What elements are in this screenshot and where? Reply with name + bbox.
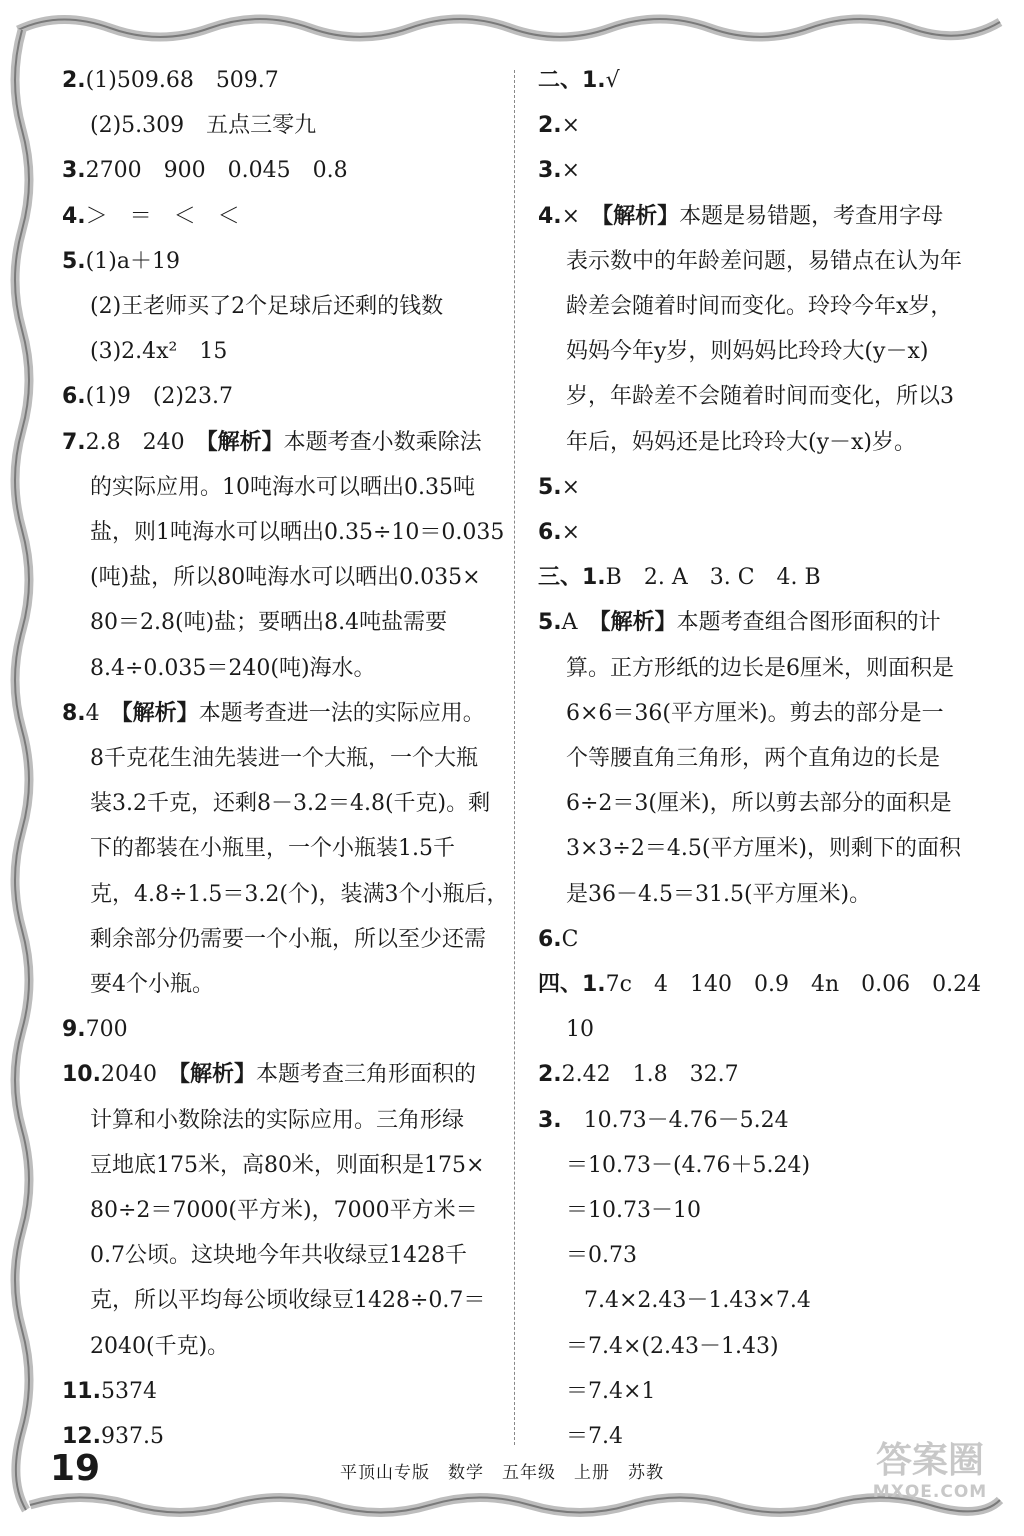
- answer-line: [538, 1052, 970, 1097]
- answer-text: ＝7.4×1: [566, 1378, 656, 1404]
- answer-line: [62, 1369, 494, 1414]
- answer-line: [62, 872, 509, 917]
- analysis-tag: 【解析】: [206, 429, 284, 455]
- answer-text: 80＝2.8(吨)盐；要晒出8.4吨盐需要: [90, 610, 448, 636]
- answer-text: 计算和小数除法的实际应用。三角形绿: [90, 1107, 465, 1133]
- answer-text: (1)9 (2)23.7: [85, 384, 233, 410]
- answer-text: ＝10.73－(4.76＋5.24): [566, 1152, 811, 1178]
- answer-text: 0.7公顷。这块地今年共收绿豆1428千: [90, 1243, 467, 1269]
- question-number: 6.: [538, 520, 562, 546]
- answer-text: 7c 4 140 0.9 4n 0.06 0.24: [605, 972, 982, 998]
- answer-text: ＞ ＝ ＜ ＜: [85, 203, 240, 229]
- answer-text: 要4个小瓶。: [90, 972, 214, 998]
- answer-line: [538, 148, 970, 193]
- answer-line: [538, 1188, 970, 1233]
- answer-text: 是36－4.5＝31.5(平方厘米)。: [566, 881, 872, 907]
- footer-edition-text: 平顶山专版 数学 五年级 上册 苏教: [340, 1463, 664, 1483]
- answer-line: [62, 1324, 494, 1369]
- answer-text: 克，4.8÷1.5＝3.2(个)，装满3个小瓶后，: [90, 881, 509, 907]
- answer-line: [62, 1143, 494, 1188]
- answer-text: ＝10.73－10: [566, 1198, 701, 1224]
- answer-text: 4 【解析】本题考查进一法的实际应用。: [85, 700, 485, 726]
- analysis-tag: 【解析】: [599, 610, 677, 636]
- answer-line: [538, 103, 970, 148]
- answer-line: [62, 1007, 494, 1052]
- answer-text: 年后，妈妈还是比玲玲大(y－x)岁。: [566, 429, 917, 455]
- question-number: 6.: [538, 926, 562, 952]
- answer-text: 80÷2＝7000(平方米)，7000平方米＝: [90, 1198, 478, 1224]
- answer-line: [62, 465, 494, 510]
- answer-line: [62, 736, 494, 781]
- question-number: 8.: [62, 700, 86, 726]
- question-number: 10.: [62, 1062, 101, 1088]
- answer-text: ＝7.4×(2.43－1.43): [566, 1333, 779, 1359]
- answer-line: [62, 510, 505, 555]
- answer-text: 的实际应用。10吨海水可以晒出0.35吨: [90, 474, 475, 500]
- answer-line: [62, 826, 494, 871]
- question-number: 3.: [538, 158, 562, 184]
- answer-text: 克，所以平均每公顷收绿豆1428÷0.7＝: [90, 1288, 486, 1314]
- answer-line: [62, 420, 494, 465]
- answer-line: [62, 374, 494, 419]
- answer-text: 7.4×2.43－1.43×7.4: [584, 1288, 811, 1314]
- answer-line: [538, 329, 970, 374]
- answer-line: [62, 1414, 494, 1459]
- question-number: 2.: [538, 1062, 562, 1088]
- answer-text: (1)509.68 509.7: [85, 68, 279, 93]
- answer-text: (2)王老师买了2个足球后还剩的钱数: [90, 294, 444, 320]
- answer-line: [538, 962, 982, 1007]
- answer-text: 豆地底175米，高80米，则面积是175×: [90, 1152, 485, 1178]
- answer-line: [538, 1369, 970, 1414]
- answer-text: 2040(千克)。: [90, 1333, 230, 1359]
- analysis-tag: 【解析】: [602, 203, 680, 229]
- watermark-top: 答案圈: [875, 1440, 984, 1481]
- answer-line: [538, 420, 970, 465]
- answer-text: B 2. A 3. C 4. B: [605, 565, 821, 591]
- answer-text: 2700 900 0.045 0.8: [85, 158, 348, 184]
- question-number: 2.: [62, 68, 86, 93]
- answer-line: [62, 646, 494, 691]
- answer-text: 6×6＝36(平方厘米)。剪去的部分是一: [566, 700, 944, 726]
- answer-text: 盐，则1吨海水可以晒出0.35÷10＝0.035: [90, 520, 505, 546]
- page-number: 19: [50, 1448, 101, 1489]
- answer-line: [62, 1188, 494, 1233]
- answer-text: (2)5.309 五点三零九: [90, 113, 317, 139]
- answer-text: 3×3÷2＝4.5(平方厘米)，则剩下的面积: [566, 836, 962, 862]
- question-number: 6.: [62, 384, 86, 410]
- answer-text: 岁，年龄差不会随着时间而变化，所以3: [566, 384, 954, 410]
- answer-line: [538, 872, 970, 917]
- question-number: 3.: [538, 1107, 562, 1133]
- question-number: 四、1.: [538, 972, 606, 998]
- analysis-tag: 【解析】: [121, 700, 199, 726]
- answer-line: [538, 374, 970, 419]
- question-number: 三、1.: [538, 565, 606, 591]
- answer-text: 10.73－4.76－5.24: [561, 1107, 789, 1133]
- answer-line: [62, 555, 494, 600]
- answer-line: [62, 103, 494, 148]
- answer-text: 剩余部分仍需要一个小瓶，所以至少还需: [90, 926, 487, 952]
- answer-text: × 【解析】本题是易错题，考查用字母: [561, 203, 944, 229]
- answer-line: [62, 239, 494, 284]
- answer-text: ×: [561, 474, 581, 500]
- question-number: 11.: [62, 1378, 101, 1404]
- answer-line: [62, 284, 494, 329]
- question-number: 4.: [62, 203, 86, 229]
- answer-text: 6÷2＝3(厘米)，所以剪去部分的面积是: [566, 791, 952, 817]
- answer-line: [62, 148, 494, 193]
- answer-line: [538, 1278, 970, 1323]
- answer-line: [538, 284, 970, 329]
- answer-text: C: [561, 926, 579, 952]
- left-answer-column: [62, 58, 509, 1459]
- right-answer-column: [538, 58, 982, 1459]
- question-number: 5.: [62, 248, 86, 274]
- answer-text: 下的都装在小瓶里，一个小瓶装1.5千: [90, 836, 455, 862]
- answer-text: 2.8 240 【解析】本题考查小数乘除法: [85, 429, 482, 455]
- question-number: 5.: [538, 474, 562, 500]
- answer-text: 5374: [100, 1378, 157, 1404]
- answer-text: A 【解析】本题考查组合图形面积的计: [561, 610, 941, 636]
- answer-text: ×: [561, 113, 581, 139]
- question-number: 2.: [538, 113, 562, 139]
- answer-line: [538, 194, 970, 239]
- answer-line: [538, 555, 970, 600]
- question-number: 4.: [538, 203, 562, 229]
- answer-line: [62, 1278, 494, 1323]
- answer-text: 2040 【解析】本题考查三角形面积的: [100, 1062, 477, 1088]
- answer-line: [538, 1233, 970, 1278]
- answer-text: 2.42 1.8 32.7: [561, 1062, 739, 1088]
- answer-line: [62, 917, 494, 962]
- answer-text: 龄差会随着时间而变化。玲玲今年x岁，: [566, 294, 953, 320]
- question-number: 5.: [538, 610, 562, 636]
- question-number: 二、1.: [538, 68, 606, 93]
- answer-line: [62, 58, 494, 103]
- answer-text: 8.4÷0.035＝240(吨)海水。: [90, 655, 376, 681]
- column-divider: [514, 70, 515, 1445]
- answer-text: 个等腰直角三角形，两个直角边的长是: [566, 746, 941, 772]
- answer-line: [62, 1052, 494, 1097]
- question-number: 12.: [62, 1424, 101, 1450]
- answer-line: [538, 691, 970, 736]
- answer-text: (吨)盐，所以80吨海水可以晒出0.035×: [90, 565, 481, 591]
- answer-text: ×: [561, 158, 581, 184]
- answer-text: 妈妈今年y岁，则妈妈比玲玲大(y－x): [566, 339, 929, 365]
- answer-line: [538, 646, 970, 691]
- watermark-bottom: MXQE.COM: [872, 1482, 988, 1502]
- answer-text: ＝7.4: [566, 1424, 623, 1450]
- answer-line: [538, 917, 970, 962]
- answer-line: [62, 194, 494, 239]
- answer-line: [538, 58, 970, 103]
- answer-text: ×: [561, 520, 581, 546]
- question-number: 7.: [62, 429, 86, 455]
- answer-line: [538, 510, 970, 555]
- answer-line: [538, 736, 970, 781]
- watermark-logo: [860, 1440, 1000, 1520]
- answer-text: 算。正方形纸的边长是6厘米，则面积是: [566, 655, 954, 681]
- answer-line: [62, 329, 494, 374]
- answer-text: ＝0.73: [566, 1243, 637, 1269]
- question-number: 3.: [62, 158, 86, 184]
- answer-line: [62, 781, 494, 826]
- answer-line: [62, 1098, 494, 1143]
- answer-text: (3)2.4x² 15: [90, 339, 228, 365]
- answer-line: [538, 1143, 970, 1188]
- answer-text: (1)a＋19: [85, 248, 180, 274]
- answer-line: [538, 465, 970, 510]
- answer-text: 装3.2千克，还剩8－3.2＝4.8(千克)。剩: [90, 791, 491, 817]
- analysis-tag: 【解析】: [178, 1062, 256, 1088]
- answer-line: [538, 600, 970, 645]
- answer-text: √: [605, 68, 620, 93]
- answer-line: [538, 1324, 970, 1369]
- answer-text: 表示数中的年龄差问题，易错点在认为年: [566, 248, 963, 274]
- answer-text: 10: [566, 1017, 594, 1043]
- answer-text: 937.5: [100, 1424, 164, 1450]
- answer-line: [538, 781, 970, 826]
- answer-line: [538, 1098, 970, 1143]
- answer-line: [538, 826, 970, 871]
- answer-text: 700: [85, 1017, 128, 1043]
- question-number: 9.: [62, 1017, 86, 1043]
- answer-line: [62, 962, 494, 1007]
- answer-line: [62, 1233, 494, 1278]
- answer-text: 8千克花生油先装进一个大瓶，一个大瓶: [90, 746, 478, 772]
- answer-line: [62, 600, 494, 645]
- answer-line: [538, 1007, 970, 1052]
- answer-line: [538, 239, 970, 284]
- answer-line: [62, 691, 494, 736]
